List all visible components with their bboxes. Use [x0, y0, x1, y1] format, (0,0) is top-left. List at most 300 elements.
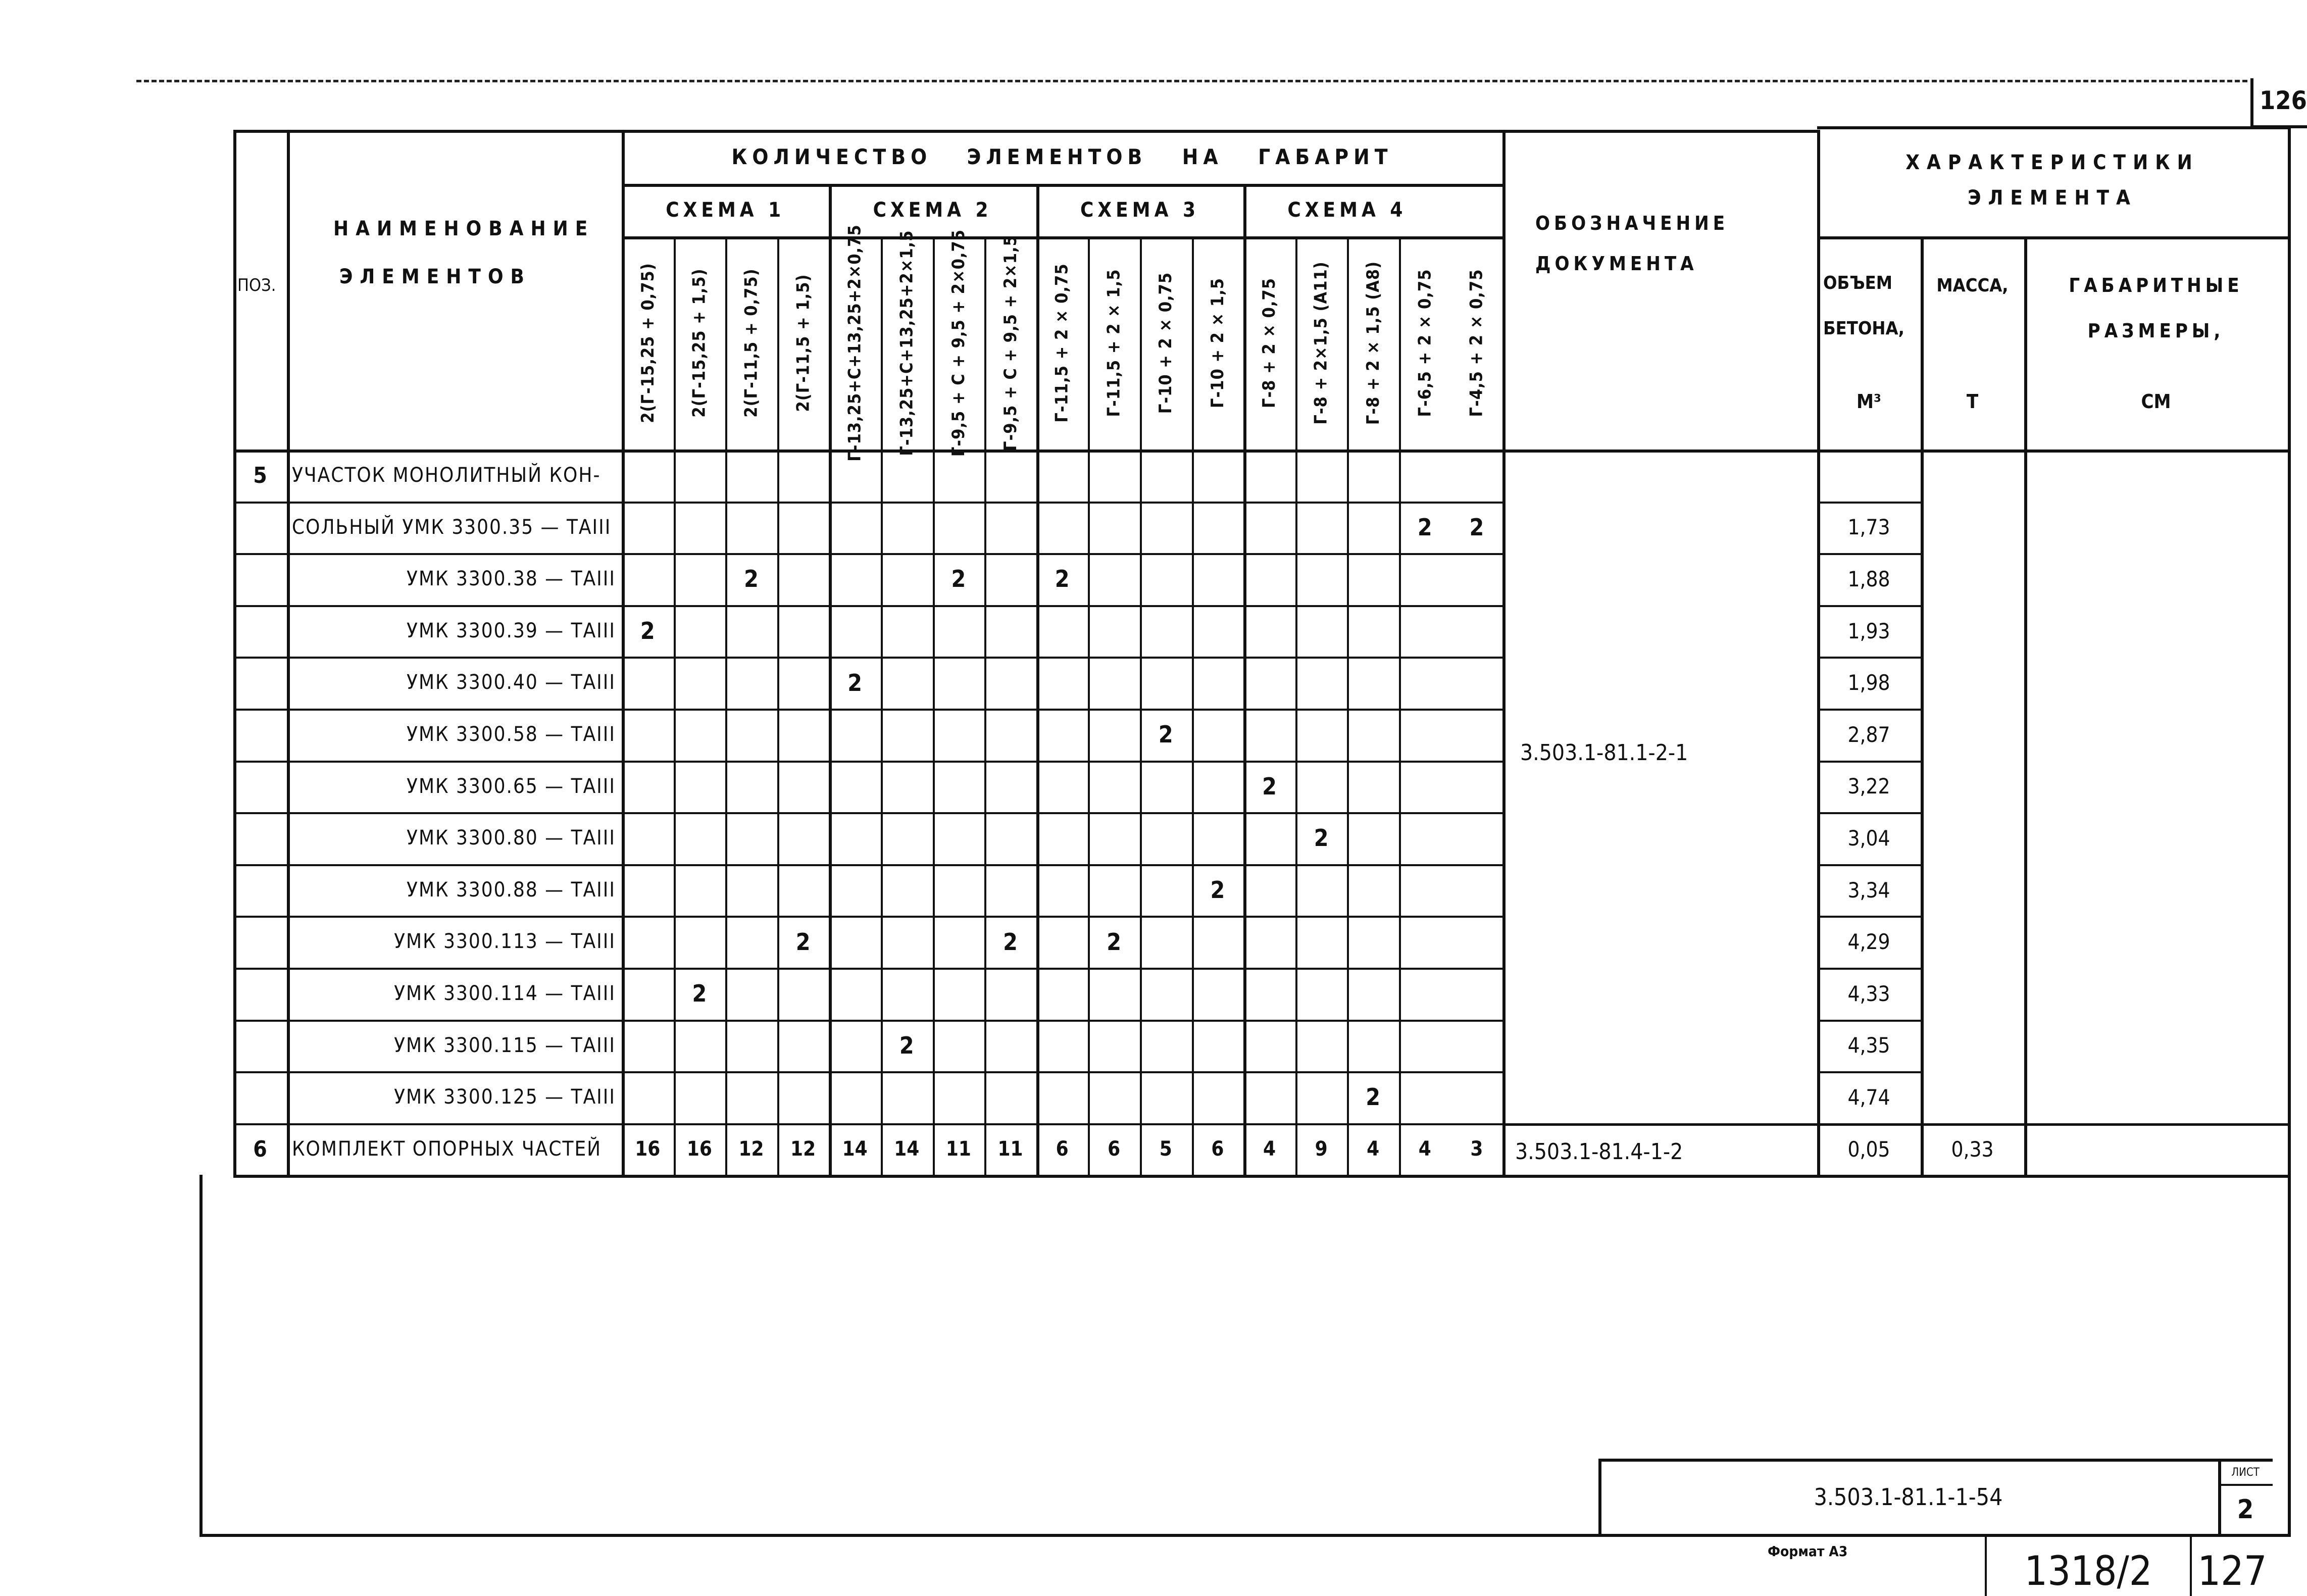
quantity-cell [933, 968, 985, 1020]
quantity-cell [1192, 1071, 1244, 1123]
scheme-label-1: СХЕМА 1 [666, 198, 785, 222]
quantity-cell [1192, 657, 1244, 709]
quantity-cell [1088, 502, 1140, 554]
quantity-cell [1088, 761, 1140, 813]
quantity-cell [984, 709, 1036, 761]
quantity-cell [1451, 968, 1503, 1020]
quantity-cell [674, 657, 726, 709]
column-header-3 [725, 236, 777, 450]
volume-cell: 3,04 [1847, 825, 1890, 851]
quantity-cell [1295, 657, 1347, 709]
row-pos [233, 916, 287, 968]
quantity-cell [1295, 1071, 1347, 1123]
table-border-top [1817, 126, 2291, 129]
row-pos [233, 502, 287, 554]
quantity-cell [1347, 812, 1399, 864]
quantity-cell [1399, 709, 1451, 761]
quantity-cell [674, 1020, 726, 1072]
row-name: УМК 3300.65 — ТАIII [407, 774, 616, 798]
quantity-cell [622, 553, 674, 605]
quantity-cell: 2 [1417, 513, 1432, 541]
quantity-cell: 11 [997, 1137, 1023, 1161]
quantity-cell [777, 1020, 829, 1072]
quantity-cell [622, 916, 674, 968]
quantity-cell [881, 709, 933, 761]
frame-border-bottom [199, 1534, 2291, 1537]
quantity-cell [1347, 709, 1399, 761]
quantity-cell [1036, 761, 1088, 813]
quantity-cell [881, 761, 933, 813]
header-char-line2: ЭЛЕМЕНТА [1968, 186, 2137, 210]
column-header-label: Г-11,5 + 2 × 0,75 [1052, 263, 1073, 423]
quantity-cell [1243, 450, 1295, 502]
quantity-cell: 6 [1211, 1137, 1224, 1161]
quantity-cell: 2 [1210, 876, 1225, 904]
header-volume-unit: М³ [1856, 390, 1881, 413]
quantity-cell [1036, 1071, 1088, 1123]
quantity-cell [1036, 605, 1088, 657]
quantity-cell [881, 812, 933, 864]
quantity-cell [984, 553, 1036, 605]
column-divider [1502, 130, 1506, 1175]
quantity-cell [1347, 761, 1399, 813]
quantity-cell [1088, 864, 1140, 916]
scheme-label-2: СХЕМА 2 [873, 198, 992, 222]
header-dims-line1: ГАБАРИТНЫЕ [2069, 274, 2243, 296]
quantity-cell [1192, 502, 1244, 554]
quantity-cell: 2 [1107, 928, 1122, 956]
quantity-cell [1140, 864, 1192, 916]
column-header-label: 2(Г-11,5 + 1,5) [793, 274, 814, 412]
column-divider [287, 130, 290, 1175]
column-header-label: Г-10 + 2 × 1,5 [1207, 277, 1228, 409]
column-divider [2024, 236, 2027, 1175]
quantity-cell: 2 [1262, 772, 1277, 800]
header-pos: ПОЗ. [237, 275, 276, 295]
quantity-cell [1243, 657, 1295, 709]
quantity-cell [1295, 1020, 1347, 1072]
quantity-cell [1399, 1071, 1451, 1123]
quantity-cell [725, 605, 777, 657]
quantity-cell: 14 [842, 1137, 868, 1161]
quantity-cell [881, 605, 933, 657]
quantity-cell [881, 916, 933, 968]
quantity-cell [933, 916, 985, 968]
quantity-cell [984, 450, 1036, 502]
header-dims-unit: СМ [2141, 390, 2171, 413]
quantity-cell [1192, 1020, 1244, 1072]
quantity-cell [622, 864, 674, 916]
column-header-17 [1451, 236, 1503, 450]
quantity-cell [933, 761, 985, 813]
quantity-cell [933, 657, 985, 709]
column-header-13 [1243, 236, 1295, 450]
quantity-cell [1140, 761, 1192, 813]
quantity-cell [1295, 761, 1347, 813]
mass-cell [1921, 761, 2024, 813]
quantity-cell [1036, 916, 1088, 968]
row-name: СОЛЬНЫЙ УМК 3300.35 — ТАIII [292, 515, 612, 539]
quantity-cell [881, 657, 933, 709]
quantity-cell [674, 450, 726, 502]
quantity-cell [1140, 968, 1192, 1020]
quantity-cell [933, 450, 985, 502]
quantity-cell [777, 450, 829, 502]
page-number-box-border [2250, 78, 2253, 128]
quantity-cell [622, 968, 674, 1020]
quantity-cell [1347, 864, 1399, 916]
row-name: УМК 3300.58 — ТАIII [407, 723, 616, 746]
column-header-11 [1140, 236, 1192, 450]
group5-document: 3.503.1-81.1-2-1 [1520, 740, 1688, 766]
header-doc-line2: ДОКУМЕНТА [1535, 253, 1698, 275]
quantity-cell [1140, 502, 1192, 554]
quantity-cell: 3 [1470, 1137, 1483, 1161]
row-name: УМК 3300.39 — ТАIII [407, 619, 616, 642]
column-header-1 [622, 236, 674, 450]
quantity-cell [1036, 502, 1088, 554]
quantity-cell [1036, 812, 1088, 864]
volume-cell: 1,88 [1847, 566, 1890, 591]
row-pos [233, 864, 287, 916]
quantity-cell [1399, 864, 1451, 916]
quantity-cell [1295, 553, 1347, 605]
mass-cell [1921, 812, 2024, 864]
quantity-cell [1036, 709, 1088, 761]
quantity-cell [1451, 1020, 1503, 1072]
quantity-cell [725, 709, 777, 761]
page-number-bottom: 127 [2197, 1547, 2267, 1594]
quantity-cell [1036, 450, 1088, 502]
quantity-cell [674, 761, 726, 813]
quantity-cell [1192, 553, 1244, 605]
stamp-sheet-label: ЛИСТ [2231, 1466, 2260, 1479]
quantity-cell [1451, 916, 1503, 968]
quantity-cell [881, 450, 933, 502]
quantity-cell [674, 709, 726, 761]
column-header-label: Г-11,5 + 2 × 1,5 [1104, 269, 1124, 417]
column-header-10 [1088, 236, 1140, 450]
column-header-5 [829, 224, 881, 462]
mass-cell [1921, 553, 2024, 605]
quantity-cell [725, 761, 777, 813]
quantity-cell [1399, 553, 1451, 605]
quantity-cell [1088, 1071, 1140, 1123]
column-header-label: Г-6,5 + 2 × 0,75 [1415, 269, 1435, 417]
quantity-cell [1399, 605, 1451, 657]
row-pos [233, 812, 287, 864]
volume-cell: 1,93 [1847, 618, 1890, 643]
quantity-cell [829, 761, 881, 813]
row-name: УМК 3300.125 — ТАIII [394, 1085, 616, 1109]
quantity-cell [674, 553, 726, 605]
scheme-label-3: СХЕМА 3 [1080, 198, 1199, 222]
volume-cell: 4,74 [1847, 1084, 1890, 1110]
volume-cell: 4,33 [1847, 981, 1890, 1006]
quantity-cell [1140, 553, 1192, 605]
header-quantity-title: КОЛИЧЕСТВО ЭЛЕМЕНТОВ НА ГАБАРИТ [731, 144, 1393, 169]
header-volume-line1: ОБЪЕМ [1823, 273, 1893, 293]
row-name: КОМПЛЕКТ ОПОРНЫХ ЧАСТЕЙ [292, 1137, 602, 1161]
column-header-9 [1036, 236, 1088, 450]
quantity-cell [1192, 605, 1244, 657]
mass-cell: 0,33 [1951, 1136, 1994, 1162]
quantity-cell [725, 450, 777, 502]
quantity-cell [725, 1071, 777, 1123]
quantity-cell [1140, 1020, 1192, 1072]
mass-cell [1921, 709, 2024, 761]
quantity-cell [1192, 916, 1244, 968]
column-header-label: Г-9,5 + С + 9,5 + 2×1,5 [1000, 235, 1021, 451]
column-header-label: Г-8 + 2 × 0,75 [1259, 277, 1280, 409]
mass-cell [1921, 1071, 2024, 1123]
format-label: Формат А3 [1768, 1543, 1848, 1560]
volume-cell: 4,35 [1847, 1033, 1890, 1058]
quantity-cell: 2 [640, 617, 655, 645]
quantity-cell [933, 1020, 985, 1072]
column-header-14 [1295, 236, 1347, 450]
quantity-cell [1347, 916, 1399, 968]
quantity-cell [622, 1020, 674, 1072]
quantity-cell [829, 450, 881, 502]
quantity-cell [622, 657, 674, 709]
volume-cell [1817, 450, 1921, 502]
quantity-cell [674, 864, 726, 916]
quantity-cell [1243, 553, 1295, 605]
quantity-cell [984, 657, 1036, 709]
row-pos [233, 761, 287, 813]
mass-cell [1921, 450, 2024, 502]
quantity-cell [1140, 657, 1192, 709]
column-header-label: Г-9,5 + С + 9,5 + 2×0,75 [948, 229, 969, 457]
quantity-cell [1088, 657, 1140, 709]
row6-document: 3.503.1-81.4-1-2 [1515, 1139, 1683, 1165]
quantity-cell [1451, 761, 1503, 813]
inventory-number: 1318/2 [2024, 1547, 2152, 1594]
quantity-cell [622, 450, 674, 502]
mass-cell [1921, 916, 2024, 968]
quantity-cell [1451, 864, 1503, 916]
quantity-cell [984, 605, 1036, 657]
quantity-cell: 12 [738, 1137, 764, 1161]
row-pos: 6 [253, 1136, 267, 1162]
quantity-cell: 2 [744, 565, 759, 593]
mass-cell [1921, 864, 2024, 916]
quantity-cell [777, 1071, 829, 1123]
quantity-cell: 2 [1055, 565, 1070, 593]
quantity-cell: 2 [692, 980, 707, 1008]
quantity-cell: 2 [847, 669, 863, 696]
row-pos [233, 1020, 287, 1072]
quantity-cell [1243, 1020, 1295, 1072]
quantity-cell [1295, 605, 1347, 657]
header-char-line1: ХАРАКТЕРИСТИКИ [1905, 151, 2199, 174]
quantity-cell [1192, 709, 1244, 761]
quantity-cell: 11 [945, 1137, 971, 1161]
quantity-cell [1088, 812, 1140, 864]
quantity-cell [725, 502, 777, 554]
quantity-cell [1088, 450, 1140, 502]
mass-cell [1921, 502, 2024, 554]
quantity-cell [881, 502, 933, 554]
quantity-cell [1399, 968, 1451, 1020]
quantity-cell [1295, 450, 1347, 502]
trim-line [136, 80, 2247, 82]
quantity-cell [777, 553, 829, 605]
quantity-cell [1347, 553, 1399, 605]
header-divider [1817, 236, 2288, 239]
row-name: УЧАСТОК МОНОЛИТНЫЙ КОН- [292, 464, 601, 487]
quantity-cell [829, 709, 881, 761]
mass-cell [1921, 657, 2024, 709]
quantity-cell [1192, 450, 1244, 502]
quantity-cell [984, 1020, 1036, 1072]
row-pos [233, 709, 287, 761]
quantity-cell [1088, 1020, 1140, 1072]
column-header-label: Г-10 + 2 × 0,75 [1156, 272, 1176, 414]
quantity-cell [1347, 968, 1399, 1020]
page-number-top: 126 [2260, 86, 2307, 115]
quantity-cell [674, 812, 726, 864]
column-header-4 [777, 236, 829, 450]
quantity-cell [725, 916, 777, 968]
column-header-label: 2(Г-15,25 + 0,75) [637, 263, 658, 423]
column-header-label: Г-4,5 + 2 × 0,75 [1466, 269, 1487, 417]
column-header-7 [933, 229, 985, 457]
quantity-cell [1088, 709, 1140, 761]
quantity-cell [1036, 864, 1088, 916]
quantity-cell [933, 709, 985, 761]
quantity-cell [1399, 812, 1451, 864]
quantity-cell [1399, 657, 1451, 709]
quantity-cell [1243, 968, 1295, 1020]
quantity-cell: 14 [894, 1137, 920, 1161]
quantity-cell [777, 968, 829, 1020]
row-pos: 5 [253, 462, 267, 488]
quantity-cell [984, 761, 1036, 813]
volume-cell: 4,29 [1847, 929, 1890, 955]
quantity-cell [1399, 1020, 1451, 1072]
column-header-6 [881, 230, 933, 456]
quantity-cell [1451, 1071, 1503, 1123]
row-pos [233, 968, 287, 1020]
quantity-cell [1451, 605, 1503, 657]
quantity-cell [1347, 450, 1399, 502]
quantity-cell [674, 605, 726, 657]
column-header-label: Г-13,25+С+13,25+2×0,75 [844, 224, 865, 462]
header-dims-line2: РАЗМЕРЫ, [2087, 320, 2225, 342]
quantity-cell [1399, 761, 1451, 813]
quantity-cell [829, 864, 881, 916]
quantity-cell: 12 [790, 1137, 816, 1161]
row-name: УМК 3300.113 — ТАIII [394, 930, 616, 954]
quantity-cell [933, 502, 985, 554]
quantity-cell [1347, 657, 1399, 709]
column-header-label: Г-13,25+С+13,25+2×1,5 [896, 230, 917, 456]
quantity-cell [1140, 1071, 1192, 1123]
quantity-cell: 2 [1366, 1083, 1381, 1111]
quantity-cell [725, 1020, 777, 1072]
quantity-cell [829, 1071, 881, 1123]
quantity-cell [1140, 450, 1192, 502]
quantity-cell [1451, 657, 1503, 709]
quantity-cell [1243, 605, 1295, 657]
column-header-12 [1192, 236, 1244, 450]
header-mass-unit: Т [1966, 390, 1979, 413]
quantity-cell: 2 [1158, 721, 1173, 749]
quantity-cell [725, 657, 777, 709]
quantity-cell: 16 [635, 1137, 661, 1161]
quantity-cell [984, 1071, 1036, 1123]
volume-cell: 0,05 [1847, 1136, 1890, 1162]
volume-cell: 3,34 [1847, 877, 1890, 903]
volume-cell: 2,87 [1847, 722, 1890, 747]
table-border-right [2288, 126, 2291, 1534]
header-volume-line2: БЕТОНА, [1823, 318, 1904, 339]
quantity-cell [1088, 968, 1140, 1020]
quantity-cell [1036, 968, 1088, 1020]
row-name: УМК 3300.38 — ТАIII [407, 567, 616, 591]
quantity-cell [622, 502, 674, 554]
quantity-cell [933, 864, 985, 916]
quantity-cell: 2 [899, 1031, 914, 1059]
stamp-sheet-number: 2 [2237, 1494, 2254, 1525]
quantity-cell [984, 812, 1036, 864]
quantity-cell [829, 605, 881, 657]
quantity-cell [1036, 657, 1088, 709]
quantity-cell [1192, 812, 1244, 864]
mass-cell [1921, 968, 2024, 1020]
quantity-cell [829, 502, 881, 554]
quantity-cell: 4 [1367, 1137, 1380, 1161]
quantity-cell [881, 864, 933, 916]
quantity-cell [1192, 968, 1244, 1020]
quantity-cell [725, 864, 777, 916]
row-name: УМК 3300.80 — ТАIII [407, 826, 616, 850]
quantity-cell [777, 812, 829, 864]
quantity-cell [1295, 709, 1347, 761]
header-name-line2: ЭЛЕМЕНТОВ [339, 265, 531, 288]
quantity-cell [777, 605, 829, 657]
stamp-code: 3.503.1-81.1-1-54 [1814, 1483, 2003, 1511]
quantity-cell [1399, 916, 1451, 968]
row-pos [233, 553, 287, 605]
quantity-cell [1140, 916, 1192, 968]
quantity-cell: 9 [1315, 1137, 1328, 1161]
quantity-cell: 6 [1108, 1137, 1121, 1161]
quantity-cell [984, 864, 1036, 916]
quantity-cell [829, 968, 881, 1020]
quantity-cell [829, 553, 881, 605]
quantity-cell [1451, 709, 1503, 761]
quantity-cell [725, 812, 777, 864]
mass-cell [1921, 1020, 2024, 1072]
quantity-cell [1243, 502, 1295, 554]
row-name: УМК 3300.115 — ТАIII [394, 1033, 616, 1057]
quantity-cell [622, 812, 674, 864]
quantity-cell [622, 709, 674, 761]
quantity-cell [1192, 761, 1244, 813]
quantity-cell [1243, 812, 1295, 864]
quantity-cell: 4 [1263, 1137, 1276, 1161]
quantity-cell [1295, 502, 1347, 554]
column-header-label: Г-8 + 2×1,5 (А11) [1311, 261, 1332, 425]
column-header-16 [1399, 236, 1451, 450]
column-header-label: 2(Г-15,25 + 1,5) [689, 268, 710, 418]
quantity-cell [881, 553, 933, 605]
quantity-cell [622, 1071, 674, 1123]
quantity-cell [1243, 864, 1295, 916]
